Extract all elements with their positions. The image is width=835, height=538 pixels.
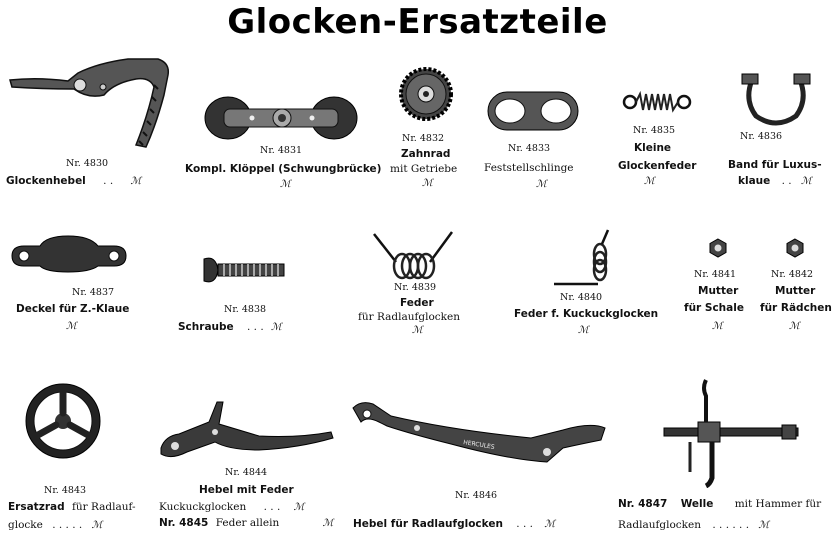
price-dots: . . bbox=[781, 175, 792, 187]
mark-symbol: ℳ bbox=[271, 322, 282, 333]
item-name: Kompl. Klöppel (Schwungbrücke) bbox=[185, 163, 382, 175]
item-4837 bbox=[0, 232, 160, 342]
item-4830 bbox=[0, 55, 180, 190]
item-name: Feder f. Kuckuckglocken bbox=[514, 308, 659, 320]
item-4836 bbox=[718, 70, 833, 196]
price-dots: . . . bbox=[246, 321, 264, 333]
mark-symbol: ℳ bbox=[536, 179, 547, 190]
item-4843 bbox=[0, 382, 160, 536]
item-4832 bbox=[388, 66, 478, 196]
mark-symbol: ℳ bbox=[544, 519, 556, 530]
item-4847 bbox=[612, 378, 835, 536]
item-name: Mutter bbox=[775, 285, 816, 297]
item-name-line2: Radlaufglocken bbox=[618, 519, 702, 531]
mark-symbol: ℳ bbox=[66, 321, 77, 332]
item-name: Ersatzrad bbox=[8, 501, 65, 513]
item-name: Feder allein bbox=[215, 517, 280, 529]
item-name-line2: für Radlaufglocken bbox=[358, 311, 461, 323]
shaft-with-hammer-illustration bbox=[662, 378, 802, 488]
nut-illustration bbox=[785, 238, 805, 258]
item-number: Nr. 4842 bbox=[771, 269, 814, 280]
item-4839 bbox=[352, 228, 492, 340]
item-4831 bbox=[180, 85, 390, 195]
item-name: Schraube bbox=[178, 321, 234, 333]
mark-symbol: ℳ bbox=[280, 179, 291, 190]
item-name: Mutter bbox=[698, 285, 739, 297]
mark-symbol: ℳ bbox=[789, 321, 800, 332]
price-dots: . . bbox=[103, 175, 114, 187]
item-number: Nr. 4832 bbox=[402, 133, 445, 144]
item-number: Nr. 4846 bbox=[455, 490, 498, 501]
price-dots: . . . bbox=[263, 501, 281, 513]
item-name: Welle bbox=[680, 498, 714, 510]
bell-lever-illustration bbox=[8, 55, 173, 150]
item-number: Nr. 4841 bbox=[694, 269, 737, 280]
item-number: Nr. 4839 bbox=[394, 282, 437, 293]
torsion-spring-illustration bbox=[372, 228, 454, 280]
item-name-line2: für Schale bbox=[684, 302, 744, 314]
price-dots: . . . . . bbox=[52, 519, 83, 531]
spare-wheel-illustration bbox=[24, 382, 102, 460]
item-name-line2: glocke bbox=[8, 519, 43, 531]
item-4845 bbox=[155, 516, 340, 536]
item-number: Nr. 4837 bbox=[72, 287, 115, 298]
item-4838 bbox=[170, 255, 300, 340]
cuckoo-spring-illustration bbox=[552, 228, 618, 290]
mark-symbol: ℳ bbox=[293, 502, 305, 513]
mark-symbol: ℳ bbox=[422, 178, 433, 189]
item-name-line2: für Rädchen bbox=[760, 302, 832, 314]
mark-symbol: ℳ bbox=[412, 325, 423, 336]
item-number: Nr. 4843 bbox=[44, 485, 87, 496]
item-number: Nr. 4830 bbox=[66, 158, 109, 169]
cover-plate-illustration bbox=[10, 232, 128, 274]
item-name: Band für Luxus- bbox=[728, 159, 822, 171]
item-name: Zahnrad bbox=[401, 148, 451, 160]
item-name-rest: mit Hammer für bbox=[734, 498, 822, 510]
item-4846 bbox=[345, 400, 610, 536]
mark-symbol: ℳ bbox=[800, 176, 812, 187]
item-number: Nr. 4838 bbox=[224, 304, 267, 315]
item-name: Feder bbox=[400, 297, 434, 309]
brand-stamp: HERCULES bbox=[462, 439, 496, 451]
mark-symbol: ℳ bbox=[322, 518, 334, 529]
item-4842 bbox=[757, 238, 835, 338]
locking-loop-illustration bbox=[486, 88, 580, 134]
item-name-line2: Kuckuckglocken bbox=[159, 501, 247, 513]
item-4841 bbox=[680, 238, 755, 338]
item-name-rest: für Radlauf- bbox=[71, 501, 136, 513]
hercules-lever-illustration bbox=[351, 400, 607, 470]
mark-symbol: ℳ bbox=[758, 520, 770, 531]
nut-illustration bbox=[708, 238, 728, 258]
item-number: Nr. 4831 bbox=[260, 145, 303, 156]
price-dots: . . . . . . bbox=[712, 519, 750, 531]
item-name: Kleine bbox=[634, 142, 672, 154]
item-4840 bbox=[510, 228, 670, 338]
item-name: Glockenhebel bbox=[6, 175, 86, 187]
item-name-line2: klaue bbox=[738, 175, 771, 187]
item-number: Nr. 4833 bbox=[508, 143, 551, 154]
item-name-line2: mit Getriebe bbox=[390, 163, 458, 175]
item-name: Deckel für Z.-Klaue bbox=[16, 303, 130, 315]
catalog-title: Glocken-Ersatzteile bbox=[227, 2, 608, 42]
item-number: Nr. 4847 bbox=[618, 498, 668, 510]
mark-symbol: ℳ bbox=[712, 321, 723, 332]
item-name-line2: Glockenfeder bbox=[618, 160, 697, 172]
gear-wheel-illustration bbox=[398, 66, 454, 122]
screw-illustration bbox=[202, 255, 286, 285]
item-number: Nr. 4836 bbox=[740, 131, 783, 142]
mark-symbol: ℳ bbox=[578, 325, 589, 336]
item-4835 bbox=[610, 88, 705, 196]
item-name: Hebel für Radlaufglocken bbox=[353, 518, 503, 530]
band-clamp-illustration bbox=[738, 70, 814, 128]
item-4833 bbox=[480, 86, 585, 196]
lever-with-spring-illustration bbox=[159, 398, 335, 462]
mark-symbol: ℳ bbox=[644, 176, 655, 187]
item-number: Nr. 4840 bbox=[560, 292, 603, 303]
item-number: Nr. 4835 bbox=[633, 125, 676, 136]
mark-symbol: ℳ bbox=[130, 176, 142, 187]
item-name: Hebel mit Feder bbox=[199, 484, 294, 496]
item-name: Feststellschlinge bbox=[484, 162, 574, 174]
small-spring-illustration bbox=[622, 90, 692, 114]
item-number: Nr. 4844 bbox=[225, 467, 268, 478]
mark-symbol: ℳ bbox=[91, 520, 103, 531]
clapper-illustration bbox=[204, 95, 358, 141]
price-dots: . . . bbox=[516, 518, 533, 530]
item-number: Nr. 4845 bbox=[159, 517, 209, 529]
